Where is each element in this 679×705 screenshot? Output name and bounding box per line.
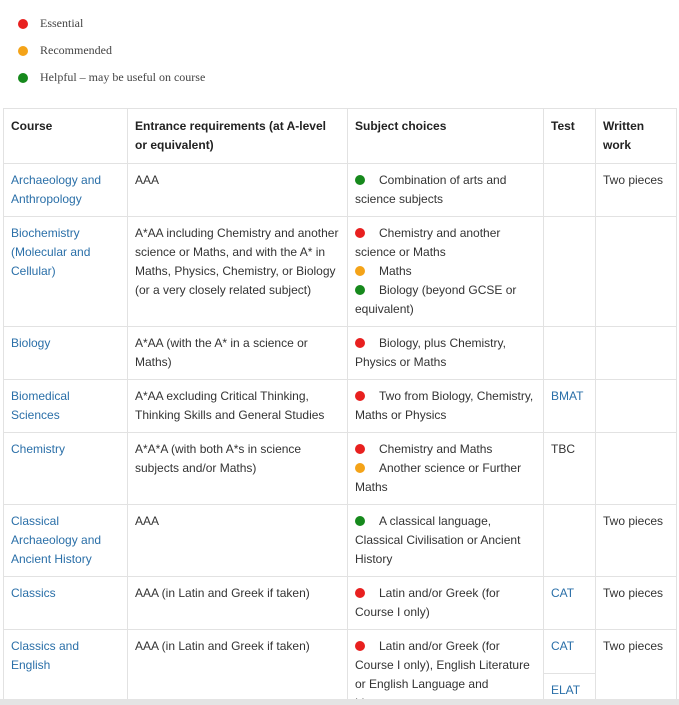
subject-choices-cell xyxy=(348,505,544,577)
legend-item-recommended xyxy=(18,37,205,64)
subject-choice xyxy=(355,637,537,705)
header-course: Course xyxy=(4,109,128,164)
test-cell xyxy=(544,505,596,577)
subject-choices-cell xyxy=(348,577,544,630)
course-link[interactable]: Classics and English xyxy=(11,639,80,672)
written-work-cell xyxy=(596,327,677,380)
test-cell xyxy=(544,577,596,630)
table-row xyxy=(4,164,677,217)
header-test: Test xyxy=(544,109,596,164)
course-link[interactable]: Biomedical Sciences xyxy=(11,389,70,422)
course-link[interactable]: Biology xyxy=(11,336,51,350)
header-written-work: Written work xyxy=(596,109,677,164)
course-cell xyxy=(4,505,128,577)
subject-choice xyxy=(355,440,537,459)
table-row xyxy=(4,505,677,577)
entrance-cell: A*AA (with the A* in a science or Maths) xyxy=(128,327,348,380)
legend-item-essential xyxy=(18,10,205,37)
legend-label: Helpful – may be useful on course xyxy=(40,70,206,84)
test-link-cat[interactable]: CAT xyxy=(551,586,575,600)
red-dot-icon xyxy=(355,588,365,598)
entrance-cell: A*A*A (with both A*s in science subjects and/or Maths) xyxy=(128,433,348,505)
orange-dot-icon xyxy=(18,46,28,56)
subject-choices-cell xyxy=(348,630,544,705)
table-header-row xyxy=(4,109,677,164)
subject-choices-cell xyxy=(348,217,544,327)
test-cell xyxy=(544,217,596,327)
subject-choice xyxy=(355,387,537,425)
subject-choices-cell xyxy=(348,433,544,505)
red-dot-icon xyxy=(355,228,365,238)
test-cell xyxy=(544,630,596,705)
green-dot-icon xyxy=(355,175,365,185)
course-cell xyxy=(4,630,128,705)
table-row xyxy=(4,217,677,327)
red-dot-icon xyxy=(355,391,365,401)
table-row xyxy=(4,327,677,380)
green-dot-icon xyxy=(18,73,28,83)
header-subject-choices: Subject choices xyxy=(348,109,544,164)
test-label: TBC xyxy=(551,442,575,456)
entrance-cell: A*AA excluding Critical Thinking, Thinking Skills and General Studies xyxy=(128,380,348,433)
green-dot-icon xyxy=(355,285,365,295)
course-cell xyxy=(4,164,128,217)
test-link-elat[interactable]: ELAT xyxy=(551,683,581,697)
subject-choice-text: Biology (beyond GCSE or equivalent) xyxy=(355,283,517,316)
test-link-cat[interactable]: CAT xyxy=(551,639,575,653)
subject-choice-text: A classical language, Classical Civilisation or Ancient History xyxy=(355,514,521,566)
subject-choices-cell xyxy=(348,327,544,380)
orange-dot-icon xyxy=(355,463,365,473)
table-row xyxy=(4,630,677,705)
course-cell xyxy=(4,217,128,327)
subject-choice-text: Another science or Further Maths xyxy=(355,461,522,494)
subject-choice-text: Combination of arts and science subjects xyxy=(355,173,507,206)
written-work-cell xyxy=(596,433,677,505)
table-row xyxy=(4,380,677,433)
entrance-cell: A*AA including Chemistry and another science or Maths, and with the A* in Maths, Physics, Chemistry, or Biology (or a very closely related subject) xyxy=(128,217,348,327)
subject-choice xyxy=(355,281,537,319)
subject-choice xyxy=(355,584,537,622)
test-part xyxy=(544,630,595,673)
course-link[interactable]: Archaeology and Anthropology xyxy=(11,173,102,206)
entrance-cell: AAA xyxy=(128,505,348,577)
subject-choices-cell xyxy=(348,380,544,433)
entrance-cell: AAA (in Latin and Greek if taken) xyxy=(128,577,348,630)
subject-choice xyxy=(355,262,537,281)
written-work-cell: Two pieces xyxy=(596,630,677,705)
subject-choice xyxy=(355,459,537,497)
table-row xyxy=(4,577,677,630)
green-dot-icon xyxy=(355,516,365,526)
course-cell xyxy=(4,380,128,433)
course-link[interactable]: Classics xyxy=(11,586,56,600)
red-dot-icon xyxy=(355,338,365,348)
red-dot-icon xyxy=(18,19,28,29)
red-dot-icon xyxy=(355,444,365,454)
courses-table xyxy=(3,108,677,705)
test-cell xyxy=(544,327,596,380)
bottom-scroll-edge xyxy=(0,699,679,705)
course-cell xyxy=(4,433,128,505)
entrance-cell: AAA (in Latin and Greek if taken) xyxy=(128,630,348,705)
subject-choice-text: Biology, plus Chemistry, Physics or Maths xyxy=(355,336,506,369)
written-work-cell: Two pieces xyxy=(596,164,677,217)
subject-choice xyxy=(355,171,537,209)
subject-choice-text: Chemistry and another science or Maths xyxy=(355,226,501,259)
table-row xyxy=(4,433,677,505)
written-work-cell xyxy=(596,217,677,327)
test-link-bmat[interactable]: BMAT xyxy=(551,389,584,403)
subject-choice-text: Latin and/or Greek (for Course I only) xyxy=(355,586,500,619)
course-link[interactable]: Chemistry xyxy=(11,442,66,456)
test-cell xyxy=(544,380,596,433)
legend-item-helpful xyxy=(18,64,205,91)
subject-choices-cell xyxy=(348,164,544,217)
test-cell xyxy=(544,433,596,505)
subject-choice-text: Latin and/or Greek (for Course I only), English Literature or English Language and xyxy=(355,639,530,691)
course-cell xyxy=(4,327,128,380)
legend-label: Recommended xyxy=(40,43,112,57)
subject-choice xyxy=(355,334,537,372)
subject-choice-text: Chemistry and Maths xyxy=(379,442,493,456)
legend-label: Essential xyxy=(40,16,84,30)
header-entrance-requirements: Entrance requirements (at A-level or equivalent) xyxy=(128,109,348,164)
course-link[interactable]: Biochemistry (Molecular and Cellular) xyxy=(11,226,91,278)
course-cell xyxy=(4,577,128,630)
orange-dot-icon xyxy=(355,266,365,276)
entrance-cell: AAA xyxy=(128,164,348,217)
test-cell xyxy=(544,164,596,217)
red-dot-icon xyxy=(355,641,365,651)
written-work-cell: Two pieces xyxy=(596,577,677,630)
subject-choice-text: Two from Biology, Chemistry, Maths or Physics xyxy=(355,389,534,422)
subject-choice xyxy=(355,512,537,569)
course-link[interactable]: Classical Archaeology and Ancient History xyxy=(11,514,102,566)
legend xyxy=(18,10,205,91)
written-work-cell xyxy=(596,380,677,433)
subject-choice xyxy=(355,224,537,262)
written-work-cell: Two pieces xyxy=(596,505,677,577)
subject-choice-text: Maths xyxy=(379,264,412,278)
